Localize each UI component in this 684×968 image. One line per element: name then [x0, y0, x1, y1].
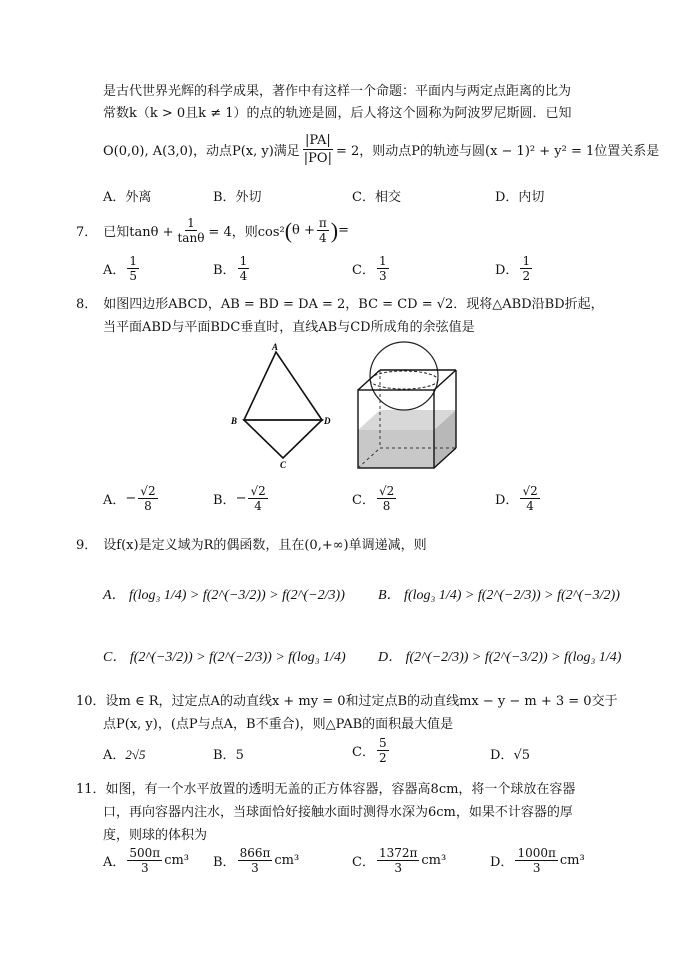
q8-line2: 当平面ABD与平面BDC垂直时，直线AB与CD所成角的余弦值是 — [103, 320, 475, 335]
q8-option-b[interactable] — [213, 484, 270, 513]
q6-line3-post: = 2，则动点P的轨迹与圆(x − 1)² + y² = 1位置关系是 — [335, 144, 660, 159]
q7-option-c-frac — [377, 254, 389, 283]
q8-b-den: 4 — [254, 499, 262, 513]
q10-option-a-value: 2√5 — [125, 747, 146, 762]
q10-option-a[interactable] — [103, 744, 146, 763]
q6-line3 — [103, 132, 659, 167]
q9-option-a[interactable]: A． f(log₃ 1/4) > f(2^(−3/2)) > f(2^(−2/3)) — [103, 588, 345, 603]
q7-d-num: 1 — [522, 254, 531, 268]
q7-four: 4 — [319, 231, 327, 245]
q11-d-num: 1000π — [517, 846, 556, 860]
q7-option-b-frac — [238, 254, 250, 283]
q8-option-c-frac — [377, 484, 396, 513]
cube-sphere-figure — [352, 338, 462, 474]
q7-option-a-label: A． — [103, 263, 126, 278]
q10-option-c-label: C． — [352, 745, 375, 760]
q7-option-c-label: C． — [352, 263, 375, 278]
label-c: C — [280, 460, 287, 470]
q11-option-c-frac — [377, 846, 419, 875]
q8-quadrilateral-figure — [228, 340, 338, 470]
q10-option-d-label: D． — [490, 748, 514, 763]
q11-number: 11． — [76, 782, 106, 797]
q10-option-d-value: √5 — [513, 748, 530, 763]
q7-d-den: 2 — [522, 269, 531, 283]
q11-option-b-label: B． — [213, 855, 236, 870]
q11-line1-text: 如图，有一个水平放置的透明无盖的正方体容器，容器高8cm，将一个球放在容器 — [105, 782, 576, 797]
q7-b-den: 4 — [239, 269, 248, 283]
q8-option-a-label: A． — [103, 493, 126, 508]
q10-option-d[interactable] — [490, 744, 530, 763]
q11-a-unit: cm³ — [164, 853, 190, 868]
q8-option-b-label: B． — [213, 493, 236, 508]
q8-b-num: √2 — [250, 484, 266, 498]
q11-d-unit: cm³ — [559, 853, 585, 868]
q11-option-c-label: C． — [352, 855, 375, 870]
q8-a-den: 8 — [144, 499, 152, 513]
q10-c-num: 5 — [378, 736, 387, 750]
q11-d-den: 3 — [532, 861, 541, 875]
q10-line2: 点P(x, y)，(点P与点A，B不重合)，则△PAB的面积最大值是 — [103, 717, 454, 732]
q11-option-b-frac — [238, 846, 273, 875]
q7-stem — [76, 216, 349, 245]
q7-option-c[interactable] — [352, 254, 391, 283]
q11-b-unit: cm³ — [274, 853, 300, 868]
q8-option-a-frac — [138, 484, 157, 513]
q11-option-d-frac — [515, 846, 557, 875]
q6-ratio-den: |PO| — [303, 151, 332, 166]
q11-line3: 度，则球的体积为 — [103, 828, 208, 843]
q8-line1-text: 如图四边形ABCD，AB = BD = DA = 2，BC = CD = √2．现将△ABD沿BD折起， — [103, 297, 604, 312]
q11-line1 — [76, 778, 575, 797]
q8-number: 8． — [76, 297, 98, 312]
q8-option-d[interactable] — [495, 484, 542, 513]
q6-option-b[interactable]: B．外切 — [213, 190, 262, 205]
q8-c-num: √2 — [378, 484, 395, 498]
q10-c-den: 2 — [378, 751, 387, 765]
q10-option-c[interactable] — [352, 736, 391, 765]
q7-number: 7． — [76, 225, 98, 240]
q8-option-b-frac — [248, 484, 267, 513]
q10-number: 10． — [76, 694, 106, 709]
q6-ratio-num: |PA| — [305, 133, 331, 148]
q8-option-c[interactable] — [352, 484, 398, 513]
q7-option-d-label: D． — [495, 263, 519, 278]
q10-line1 — [76, 690, 618, 709]
q8-d-num: √2 — [522, 484, 538, 498]
q6-option-d[interactable]: D．内切 — [495, 190, 545, 205]
q7-stem-a: 已知tanθ + — [103, 225, 174, 240]
q11-option-a-label: A． — [103, 855, 126, 870]
q7-b-num: 1 — [239, 254, 248, 268]
q8-option-a-sign: − — [125, 491, 137, 506]
q7-option-a-frac — [127, 254, 139, 283]
q6-line2: 常数k（k > 0且k ≠ 1）的点的轨迹是圆，后人将这个圆称为阿波罗尼斯圆．已知 — [103, 106, 572, 121]
q8-option-a[interactable] — [103, 484, 160, 513]
q10-option-a-label: A． — [103, 748, 126, 763]
q7-lparen: ( — [284, 217, 293, 243]
q8-a-num: √2 — [140, 484, 156, 498]
q6-option-c[interactable]: C．相交 — [352, 190, 401, 205]
q7-option-d-frac — [520, 254, 532, 283]
q8-c-den: 8 — [382, 499, 391, 513]
q11-a-num: 500π — [129, 846, 161, 860]
q9-number: 9． — [76, 538, 98, 553]
q11-a-den: 3 — [140, 861, 149, 875]
q7-c-den: 3 — [378, 269, 387, 283]
q7-frac-num: 1 — [187, 216, 195, 230]
q8-option-b-sign: − — [235, 491, 247, 506]
q7-pi-frac — [317, 216, 329, 245]
q11-b-den: 3 — [251, 861, 259, 875]
q6-line1: 是古代世界光辉的科学成果，著作中有这样一个命题：平面内与两定点距离的比为 — [103, 84, 572, 99]
q11-c-unit: cm³ — [421, 853, 447, 868]
label-b: B — [231, 416, 238, 426]
q10-line1-text: 设m ∈ R，过定点A的动直线x + my = 0和过定点B的动直线mx − y − m + 3 = 0交于 — [105, 694, 618, 709]
q11-line2: 口，再向容器内注水，当球面恰好接触水面时测得水深为6cm，如果不计容器的厚 — [103, 805, 573, 820]
label-d: D — [324, 416, 331, 426]
q8-option-c-label: C． — [352, 493, 375, 508]
q9-stem-line — [76, 534, 427, 553]
q7-option-a[interactable] — [103, 254, 141, 283]
q8-d-den: 4 — [526, 499, 534, 513]
q7-frac — [175, 216, 206, 245]
q7-c-num: 1 — [378, 254, 387, 268]
q7-stem-d: = — [338, 223, 350, 238]
q7-a-den: 5 — [129, 269, 138, 283]
q11-option-b[interactable] — [213, 846, 299, 875]
q11-option-a[interactable] — [103, 846, 189, 875]
q11-option-a-frac — [127, 846, 162, 875]
q6-line3-pre: O(0,0), A(3,0)，动点P(x, y)满足 — [103, 144, 300, 159]
q10-option-b-label: B． — [213, 748, 236, 763]
q9-option-d[interactable]: D． f(2^(−2/3)) > f(2^(−3/2)) > f(log₃ 1/4) — [378, 650, 622, 665]
q8-line1 — [76, 293, 604, 312]
q11-option-d-label: D． — [490, 855, 514, 870]
q7-rparen: ) — [330, 217, 339, 243]
q11-option-c[interactable] — [352, 846, 446, 875]
q7-option-b[interactable] — [213, 254, 251, 283]
q10-option-b[interactable] — [213, 744, 244, 763]
q7-a-num: 1 — [129, 254, 138, 268]
q10-option-c-frac — [377, 736, 389, 765]
q7-pi: π — [318, 216, 327, 230]
q11-c-den: 3 — [394, 861, 402, 875]
q6-ratio — [302, 132, 334, 167]
q9-option-b[interactable]: B． f(log₃ 1/4) > f(2^(−2/3)) > f(2^(−3/2)) — [378, 588, 620, 603]
q7-frac-den: tanθ — [177, 231, 205, 245]
q11-b-num: 866π — [239, 846, 271, 860]
q8-option-d-frac — [520, 484, 539, 513]
q7-stem-b: = 4，则cos² — [208, 225, 285, 240]
q7-option-d[interactable] — [495, 254, 534, 283]
q6-option-a[interactable]: A．外离 — [103, 190, 152, 205]
label-a: A — [272, 342, 279, 352]
q7-option-b-label: B． — [213, 263, 236, 278]
q10-option-b-value: 5 — [235, 748, 244, 763]
q7-stem-c: θ + — [292, 223, 315, 238]
q9-option-c[interactable]: C． f(2^(−3/2)) > f(2^(−2/3)) > f(log₃ 1/4) — [103, 650, 346, 665]
q8-option-d-label: D． — [495, 493, 519, 508]
q11-option-d[interactable] — [490, 846, 585, 875]
q9-stem: 设f(x)是定义域为R的偶函数，且在(0,+∞)单调递减，则 — [103, 538, 427, 553]
q11-c-num: 1372π — [378, 846, 418, 860]
